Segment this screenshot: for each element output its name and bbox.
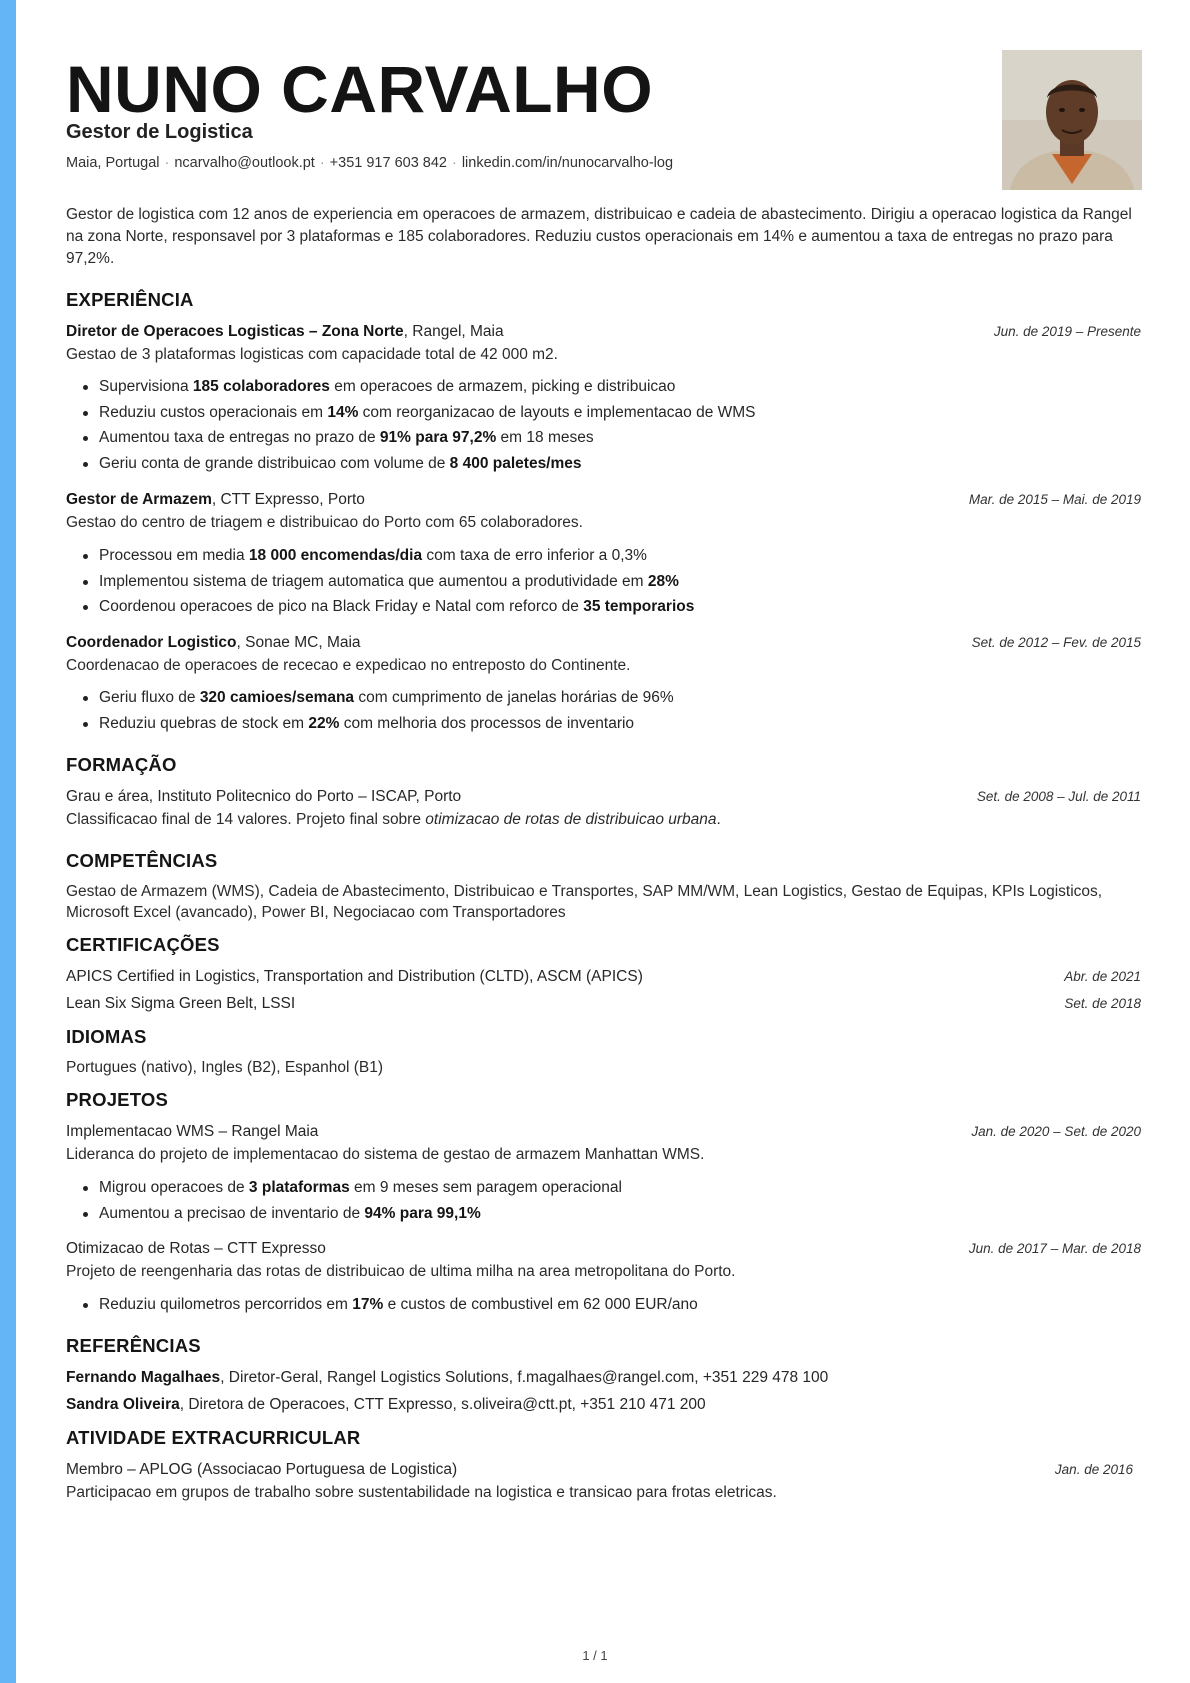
job-title: Gestor de Logistica [66,121,253,143]
job-achievements [66,374,1139,476]
contact-line [66,155,673,171]
reference-details: , Diretor-Geral, Rangel Logistics Solutions, f.magalhaes@rangel.com, +351 229 478 100 [220,1369,829,1386]
achievement-item: Geriu fluxo de 320 camioes/semana com cumprimento de janelas horárias de 96% [99,685,1139,711]
section-title-extracurricular: ATIVIDADE EXTRACURRICULAR [66,1427,361,1448]
separator: · [319,155,325,171]
extracurricular-entry [66,1459,1141,1480]
extracurricular-description: Participacao em grupos de trabalho sobre sustentabilidade na logistica e transicao para frotas eletricas. [66,1484,777,1501]
project-heading [66,1238,1141,1259]
achievement-item: Reduziu quilometros percorridos em 17% e custos de combustivel em 62 000 EUR/ano [99,1292,1139,1318]
section-title-languages: IDIOMAS [66,1026,147,1047]
job-dates: Set. de 2012 – Fev. de 2015 [971,635,1141,650]
project-description: Projeto de reengenharia das rotas de distribuicao de ultima milha na area metropolitana do Porto. [66,1263,736,1280]
project-name: Implementacao WMS – Rangel Maia [66,1123,319,1140]
achievement-item: Aumentou taxa de entregas no prazo de 91% para 97,2% em 18 meses [99,425,1139,451]
separator: · [451,155,457,171]
project-name: Otimizacao de Rotas – CTT Expresso [66,1240,326,1257]
project-dates: Jun. de 2017 – Mar. de 2018 [968,1241,1141,1256]
section-title-projects: PROJETOS [66,1089,169,1110]
job-achievements [66,685,1139,736]
achievement-item: Geriu conta de grande distribuicao com volume de 8 400 paletes/mes [99,451,1139,477]
project-achievements [66,1292,1139,1318]
profile-photo [1002,50,1142,190]
candidate-name: NUNO CARVALHO [66,52,654,126]
certification-name: APICS Certified in Logistics, Transportation and Distribution (CLTD), ASCM (APICS) [66,968,643,985]
profile-photo-image [1002,50,1142,190]
reference-item [66,1394,1141,1415]
extracurricular-date: Jan. de 2016 [1054,1462,1133,1477]
linkedin-link[interactable]: linkedin.com/in/nunocarvalho-log [461,155,674,171]
email-link[interactable]: ncarvalho@outlook.pt [174,155,315,171]
achievement-item: Reduziu quebras de stock em 22% com melhoria dos processos de inventario [99,711,1139,737]
education-dates: Set. de 2008 – Jul. de 2011 [976,789,1141,804]
job-description: Coordenacao de operacoes de rececao e expedicao no entreposto do Continente. [66,657,631,674]
languages-list: Portugues (nativo), Ingles (B2), Espanhol (B1) [66,1059,384,1076]
education-degree: Grau e área, Instituto Politecnico do Porto – ISCAP, Porto [66,788,462,805]
job-dates: Jun. de 2019 – Presente [993,324,1141,339]
section-title-references: REFERÊNCIAS [66,1335,201,1356]
job-heading [66,321,1141,342]
section-title-certifications: CERTIFICAÇÕES [66,934,220,955]
achievement-item: Reduziu custos operacionais em 14% com reorganizacao de layouts e implementacao de WMS [99,400,1139,426]
project-description: Lideranca do projeto de implementacao do sistema de gestao de armazem Manhattan WMS. [66,1146,705,1163]
accent-bar [0,0,16,1683]
reference-name: Sandra Oliveira [66,1396,180,1413]
reference-item [66,1367,1141,1388]
job-company: , Sonae MC, Maia [236,634,361,651]
project-achievements [66,1175,1139,1226]
achievement-item: Processou em media 18 000 encomendas/dia com taxa de erro inferior a 0,3% [99,543,1139,569]
achievement-item: Supervisiona 185 colaboradores em operacoes de armazem, picking e distribuicao [99,374,1139,400]
resume-page [66,0,1141,1683]
education-description: Classificacao final de 14 valores. Projeto final sobre otimizacao de rotas de distribuicao urbana. [66,811,721,828]
education-entry [66,786,1141,807]
job-description: Gestao do centro de triagem e distribuicao do Porto com 65 colaboradores. [66,514,583,531]
extracurricular-role: Membro – APLOG (Associacao Portuguesa de Logistica) [66,1461,458,1478]
job-company: , CTT Expresso, Porto [211,491,365,508]
job-company: , Rangel, Maia [403,323,504,340]
job-position: Coordenador Logistico [66,634,237,651]
header [66,0,1141,190]
separator: · [164,155,170,171]
certification-item [66,966,1141,987]
job-heading [66,489,1141,510]
certification-date: Set. de 2018 [1064,996,1141,1011]
reference-name: Fernando Magalhaes [66,1369,221,1386]
professional-summary: Gestor de logistica com 12 anos de experiencia em operacoes de armazem, distribuicao e cadeia de abastecimento. Dirigiu a operacao logistica da Rangel na zona Norte, responsavel por 3 plataformas e 185 colaboradores. Reduziu custos operacionais em 14% e aumentou a taxa de entregas no prazo para 97,2%. [66,206,1132,267]
project-dates: Jan. de 2020 – Set. de 2020 [971,1124,1141,1139]
achievement-item: Coordenou operacoes de pico na Black Friday e Natal com reforco de 35 temporarios [99,594,1139,620]
achievement-item: Implementou sistema de triagem automatica que aumentou a produtividade em 28% [99,569,1139,595]
achievement-item: Aumentou a precisao de inventario de 94% para 99,1% [99,1201,1139,1227]
job-description: Gestao de 3 plataformas logisticas com capacidade total de 42 000 m2. [66,346,558,363]
location: Maia, Portugal [66,155,160,171]
certification-item [66,993,1141,1014]
certification-name: Lean Six Sigma Green Belt, LSSI [66,995,296,1012]
reference-details: , Diretora de Operacoes, CTT Expresso, s.oliveira@ctt.pt, +351 210 471 200 [179,1396,706,1413]
project-heading [66,1121,1141,1142]
job-heading [66,632,1141,653]
certification-date: Abr. de 2021 [1064,969,1141,984]
page-number: 1 / 1 [582,1648,608,1663]
job-position: Gestor de Armazem [66,491,212,508]
job-dates: Mar. de 2015 – Mai. de 2019 [968,492,1141,507]
job-achievements [66,543,1139,620]
phone-number[interactable]: +351 917 603 842 [329,155,447,171]
skills-list: Gestao de Armazem (WMS), Cadeia de Abastecimento, Distribuicao e Transportes, SAP MM/WM, Lean Logistics, Gestao de Equipas, KPIs Logisticos, Microsoft Excel (avancado), Power BI, Negociacao com Transportadores [66,883,1103,921]
job-position: Diretor de Operacoes Logisticas – Zona Norte [66,323,404,340]
section-title-skills: COMPETÊNCIAS [66,850,218,871]
section-title-education: FORMAÇÃO [66,754,177,775]
achievement-item: Migrou operacoes de 3 plataformas em 9 meses sem paragem operacional [99,1175,1139,1201]
section-title-experience: EXPERIÊNCIA [66,289,194,310]
